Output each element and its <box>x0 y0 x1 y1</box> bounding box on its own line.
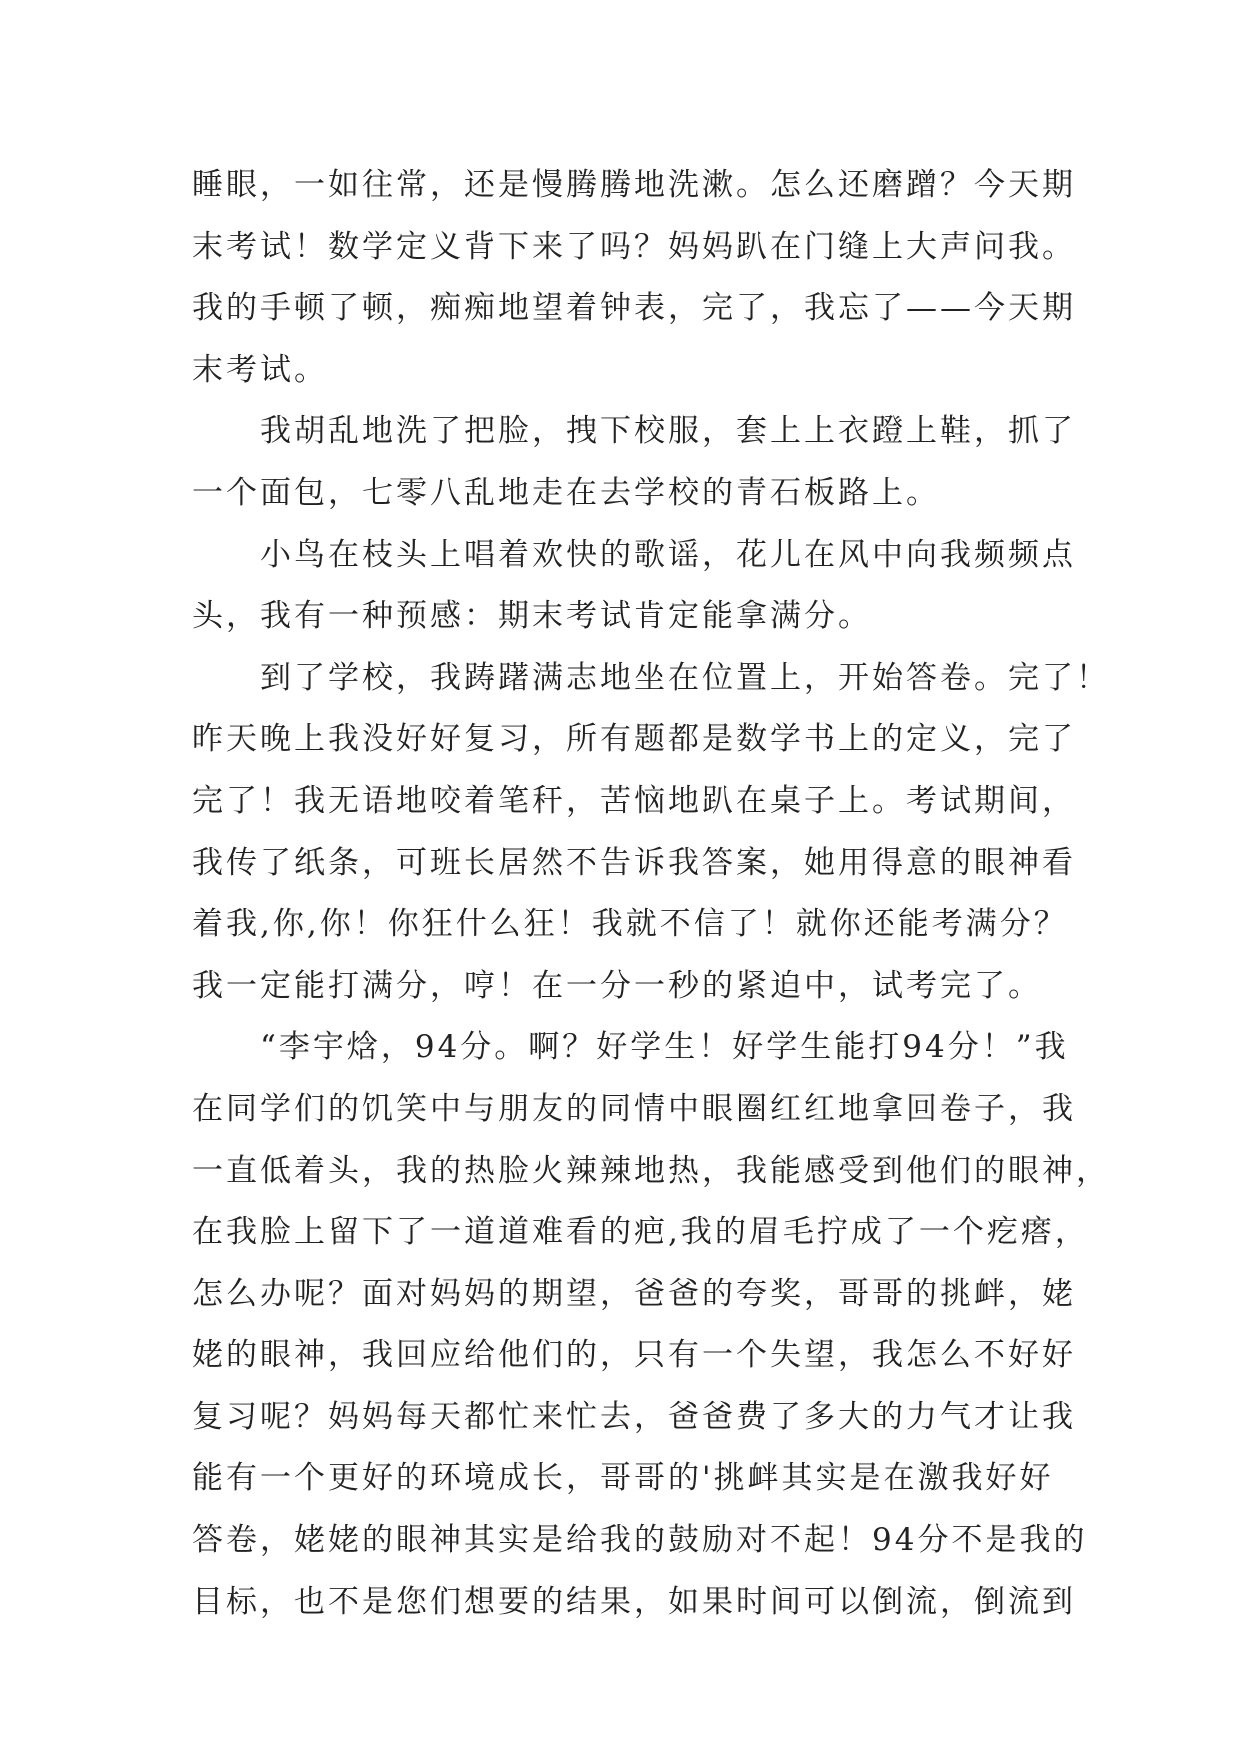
text-line: 头，我有一种预感：期末考试肯定能拿满分。 <box>192 598 872 635</box>
text-line: 我传了纸条，可班长居然不告诉我答案，她用得意的眼神看 <box>192 844 1076 881</box>
text-line: 一个面包，七零八乱地走在去学校的青石板路上。 <box>192 474 940 511</box>
text-line: 完了！我无语地咬着笔秆，苦恼地趴在桌子上。考试期间， <box>192 782 1076 819</box>
text-line: 在同学们的饥笑中与朋友的同情中眼圈红红地拿回卷子，我 <box>192 1090 1076 1127</box>
paragraph-start-line: 我胡乱地洗了把脸，拽下校服，套上上衣蹬上鞋，抓了 <box>192 413 1076 450</box>
text-line: 我一定能打满分，哼！在一分一秒的紧迫中，试考完了。 <box>192 967 1042 1004</box>
text-line: 答卷，姥姥的眼神其实是给我的鼓励对不起！94分不是我的 <box>192 1522 1088 1559</box>
text-line: 怎么办呢？面对妈妈的期望，爸爸的夸奖，哥哥的挑衅，姥 <box>192 1275 1076 1312</box>
text-line: 能有一个更好的环境成长，哥哥的'挑衅其实是在激我好好 <box>192 1460 1054 1497</box>
text-line: 姥的眼神，我回应给他们的，只有一个失望，我怎么不好好 <box>192 1337 1076 1374</box>
body-text <box>192 155 1110 1633</box>
text-line: 着我,你,你！你狂什么狂！我就不信了！就你还能考满分？ <box>192 906 1068 943</box>
paragraph-start-line: 到了学校，我踌躇满志地坐在位置上，开始答卷。完了！ <box>192 659 1110 696</box>
text-line: 昨天晚上我没好好复习，所有题都是数学书上的定义，完了 <box>192 721 1076 758</box>
text-line: 末考试！数学定义背下来了吗？妈妈趴在门缝上大声问我。 <box>192 228 1076 265</box>
paragraph-start-line: “李宇焓，94分。啊？好学生！好学生能打94分！”我 <box>192 1029 1069 1066</box>
text-line: 一直低着头，我的热脸火辣辣地热，我能感受到他们的眼神， <box>192 1152 1110 1189</box>
text-line: 末考试。 <box>192 351 328 388</box>
paragraph-start-line: 小鸟在枝头上唱着欢快的歌谣，花儿在风中向我频频点 <box>192 536 1076 573</box>
text-line: 目标，也不是您们想要的结果，如果时间可以倒流，倒流到 <box>192 1583 1076 1620</box>
text-line: 复习呢？妈妈每天都忙来忙去，爸爸费了多大的力气才让我 <box>192 1398 1076 1435</box>
text-line: 睡眼，一如往常，还是慢腾腾地洗漱。怎么还磨蹭？今天期 <box>192 167 1076 203</box>
text-line: 在我脸上留下了一道道难看的疤,我的眉毛拧成了一个疙瘩， <box>192 1214 1089 1251</box>
text-line: 我的手顿了顿，痴痴地望着钟表，完了，我忘了——今天期 <box>192 290 1076 327</box>
